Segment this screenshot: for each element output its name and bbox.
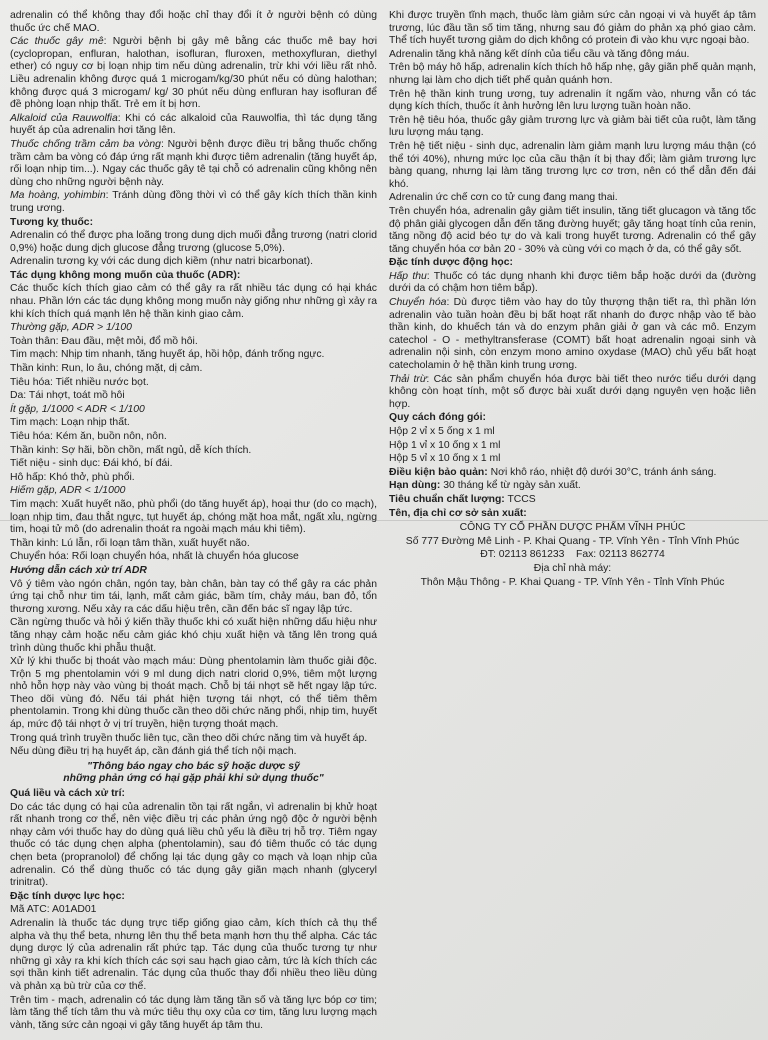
adr-common-item: Tim mạch: Nhịp tim nhanh, tăng huyết áp, hồi hộp, đánh trống ngực. [10,349,325,361]
adr-uncommon-item: Tiêu hóa: Kém ăn, buồn nôn, nôn. [10,431,167,442]
adr-common-heading: Thường gặp, ADR > 1/100 [10,322,132,334]
company-phone: ĐT: 02113 861233 [480,549,565,561]
adr-intro: Các thuốc kích thích giao cảm có thể gây ra rất nhiều tác dụng có hại khác nhau. Phần lớn các tác dụng không mong muốn này giống như những gì xảy ra khi kích thích quá mạnh lên hệ thần kinh giao cảm. [10,283,377,320]
paper-fold-line [0,520,768,521]
pharmacokinetics-heading: Đặc tính dược động học: [389,257,514,269]
paragraph-rauwolfia [10,113,377,138]
paragraph-antidepressant [10,139,377,189]
notice-line-2: những phản ứng có hại gặp phải khi sử dụng thuốc" [63,773,324,785]
adr-heading: Tác dụng không mong muốn của thuốc (ADR): [10,269,241,281]
antidepressant-title: Thuốc chống trầm cảm ba vòng [10,138,161,150]
pharmacodynamics-text: Adrenalin là thuốc tác dụng trực tiếp giống giao cảm, kích thích cả thụ thể alpha và thụ thể beta, nhưng lên thụ thể beta mạnh hơn thụ thể alpha. Các tác dụng dược lý của adrenalin rất phức tạp. Tác dụng của thuốc tương tự như những gì xảy ra khi kích thích các sợi sau hạch giao cảm, tức là kích thích các sợi thần kinh tiết adrenalin. Tác dụng của thuốc thay đổi nhiều theo liều dùng và phản xạ bù trừ của cơ thể. [10,917,377,992]
shelf-life-text: 30 tháng kể từ ngày sản xuất. [440,480,581,492]
adr-guide-text: Trong quá trình truyền thuốc liên tục, cần theo dõi chức năng tim và huyết áp. [10,732,368,744]
adr-rare-heading: Hiếm gặp, ADR < 1/1000 [10,485,126,497]
pd-respiratory-text: Trên bộ máy hô hấp, adrenalin kích thích hô hấp nhẹ, gây giãn phế quản mạnh, nhưng lại làm cho dịch tiết phế quản quánh hơn. [389,62,756,86]
left-column [10,10,377,1040]
pharmacodynamics-heading: Đặc tính dược lực học: [10,890,125,902]
company-fax: Fax: 02113 862774 [575,549,665,561]
incompat-text-1: Adrenalin có thể được pha loãng trong dung dịch muối đẳng trương (natri clorid 0,9%) hoặc dung dịch glucose đẳng trương (glucose 5,0%). [10,230,377,254]
paragraph-maoi: adrenalin có thể không thay đổi hoặc chỉ thay đổi ít ở người bệnh có dùng thuốc ức chế MAO. [10,10,377,34]
adr-uncommon-heading: Ít gặp, 1/1000 < ADR < 1/100 [10,403,145,415]
storage-text: Nơi khô ráo, nhiệt độ dưới 30°C, tránh ánh sáng. [487,466,717,478]
pk-metabolism-text: : Dù được tiêm vào hay do tủy thượng thận tiết ra, thì phần lớn adrenalin vào tuần hoàn đều bị bất hoạt rất nhanh do được nhập vào tế bào thần kinh, do khuếch tán và do enzym phân giải ở gan và các mô. Enzym catechol - O - methyltransferase (COMT) bất hoạt adrenalin ngoại sinh và adrenalin nội sinh, còn enzym mono amino oxydase (MAO) chủ yếu bất hoạt catecholamin ở hệ thần kinh trung ương. [389,297,757,372]
company-contacts [389,549,756,562]
right-column [389,10,756,1040]
paragraph-anesthetics [10,36,377,112]
adr-guide-text: Vô ý tiêm vào ngón chân, ngón tay, bàn chân, bàn tay có thể gây ra các phản ứng tại chỗ như tim tái, lạnh, mất cảm giác, bầm tím, chảy máu, ban đỏ, tổn thương xương. Nếu xảy ra các dấu hiệu trên, cần đến bác sĩ ngay lập tức. [10,578,377,615]
plant-label: Địa chỉ nhà máy: [533,562,612,574]
adr-common-item: Tiêu hóa: Tiết nhiều nước bọt. [10,376,149,388]
pd-cns-text: Trên hệ thần kinh trung ương, tuy adrenalin ít ngấm vào, nhưng vẫn có tác dụng kích thích, thuốc ít ảnh hưởng lên lưu lượng tuần hoàn não. [389,88,756,113]
pk-metabolism-title: Chuyển hóa [389,297,447,309]
adr-guide-heading: Hướng dẫn cách xử trí ADR [10,564,147,576]
adr-guide-text: Cần ngừng thuốc và hỏi ý kiến thầy thuốc khi có xuất hiện những dấu hiệu như tăng nhạy cảm hoặc nếu cảm giác khó chịu xuất hiện và tăng lên trong quá trình dùng thuốc khi phẫu thuật. [10,617,377,654]
packaging-heading: Quy cách đóng gói: [389,412,486,424]
pk-excretion [389,374,756,412]
anesthetics-title: Các thuốc gây mê [10,36,104,48]
notice-line-1: "Thông báo ngay cho bác sỹ hoặc dược sỹ [87,760,300,772]
adr-guide-text: Nếu dùng điều trị hạ huyết áp, cần đánh giá thể tích nội mạch. [10,746,297,758]
manufacturer-block [389,522,756,589]
packaging-item: Hộp 1 vỉ x 10 ống x 1 ml [389,439,501,451]
pk-excretion-title: Thải trừ [389,373,427,385]
mahuang-title: Ma hoàng, yohimbin [10,190,106,202]
antidepressant-text: : Người bệnh được điều trị bằng thuốc chống trầm cảm ba vòng có đáp ứng rất mạnh khi được tiêm adrenalin (tăng huyết áp, rối loạn nhịp tim...). Ngay các thuốc gây tê tại chỗ có adrenalin cũng không nên dùng cho những người bệnh này. [10,138,377,188]
atc-code: Mã ATC: A01AD01 [10,904,97,916]
adr-common-item: Toàn thân: Đau đầu, mệt mỏi, đổ mồ hôi. [10,335,198,347]
pk-absorption-text: : Thuốc có tác dụng nhanh khi được tiêm bắp hoặc dưới da (đường dưới da có chậm hơn tiêm bắp). [389,270,756,295]
adr-uncommon-item: Hô hấp: Khó thở, phù phổi. [10,471,135,483]
adr-common-item: Da: Tái nhợt, toát mồ hôi [10,390,125,402]
adr-notice [10,761,377,786]
pd-digestive-text: Trên hệ tiêu hóa, thuốc gây giảm trương lực và giảm bài tiết của ruột, làm tăng lưu lượng máu tạng. [389,114,756,139]
overdose-text: Do các tác dụng có hại của adrenalin tồn tại rất ngắn, vì adrenalin bị khử hoạt rất nhanh trong cơ thể, nên việc điều trị các phản ứng ngộ độc ở người bệnh nhạy cảm với thuốc hay do dùng quá liều chủ yếu là điều trị hỗ trợ. Tiêm ngay thuốc có tác dụng chẹn alpha (phentolamin), sau đó tiêm thuốc có tác dụng chẹn beta (propranolol) để chống lại tác dụng gây co mạch và loạn nhịp của adrenalin. Có thể dùng thuốc có tác dụng gây giãn mạch nhanh (glyceryl trinitrat). [10,801,377,889]
pk-metabolism [389,297,756,373]
plant-address: Thôn Mậu Thông - P. Khai Quang - TP. Vĩnh Yên - Tỉnh Vĩnh Phúc [420,576,725,588]
two-column-layout [10,10,758,1040]
company-address: Số 777 Đường Mê Linh - P. Khai Quang - TP. Vĩnh Yên - Tỉnh Vĩnh Phúc [405,535,740,547]
paragraph-mahuang [10,190,377,215]
rauwolfia-title: Alkaloid của Rauwolfia [10,112,118,124]
adr-rare-item: Chuyển hóa: Rối loạn chuyển hóa, nhất là chuyển hóa glucose [10,551,299,563]
rauwolfia-text: : Khi có các alkaloid của Rauwolfia, thì tác dụng tăng huyết áp của adrenalin hơi tăng lên. [10,112,378,137]
pd-metabolism-text: Trên chuyển hóa, adrenalin gây giảm tiết insulin, tăng tiết glucagon và tăng tốc độ phân giải glycogen dẫn đến tăng đường huyết; gây tăng hoạt tính của renin, tăng nồng độ acid béo tự do và kali trong huyết tương. Adrenalin có thể gây tăng chuyển hóa cơ bản 20 - 30% và cùng với co mạch ở da, có thể gây sốt. [389,205,756,255]
pd-urinary-text: Trên hệ tiết niệu - sinh dục, adrenalin làm giảm mạnh lưu lượng máu thận (có thể tới 40%), nhưng mức lọc của cầu thận ít bị thay đổi; làm giảm trương lực bàng quang, nhưng lại làm tăng trương lực cơ trơn, nên có thể dẫn đến đái khó. [389,140,756,190]
adr-common-item: Thần kinh: Run, lo âu, chóng mặt, dị cảm. [10,363,203,375]
pd-platelet-text: Adrenalin tăng khả năng kết dính của tiểu cầu và tăng đông máu. [389,48,690,60]
pk-absorption [389,271,756,296]
anesthetics-text: : Người bệnh bị gây mê bằng các thuốc mê bay hơi (cyclopropan, enfluran, halothan, isofluran, fluroxen, methoxyfluran, diethyl ether) có nguy cơ bị loạn nhịp tim nếu dùng adrenalin, trừ khi với liều rất nhỏ. Liều adrenalin không được quá 1 microgam/kg/30 phút nếu có dùng halothan; không được quá 3 microgam/ kg/ 30 phút nếu dùng enfluran hay isofluran để đề phòng loạn nhịp thất. Trẻ em ít bị hơn. [10,36,378,111]
mahuang-text: : Tránh dùng đồng thời vì có thể gây kích thích thần kinh trung ương. [10,190,377,214]
standard-title: Tiêu chuẩn chất lượng: [389,493,505,505]
incompat-text-2: Adrenalin tương kỵ với các dung dịch kiềm (như natri bicarbonat). [10,256,314,268]
pd-infusion-text: Khi được truyền tĩnh mạch, thuốc làm giảm sức cản ngoại vi và huyết áp tâm trương, lúc đầu tần số tim tăng, nhưng sau đó giảm do phản xạ phó giao cảm. Thể tích huyết tương giảm do dịch không có protein đi vào khu vực ngoại bào. [389,10,756,47]
shelf-life-title: Hạn dùng: [389,480,441,492]
storage-title: Điều kiện bảo quản: [389,466,488,478]
incompat-heading: Tương kỵ thuốc: [10,216,94,228]
pd-uterus-text: Adrenalin ức chế cơn co tử cung đang mang thai. [389,192,618,204]
adr-uncommon-item: Tim mạch: Loạn nhịp thất. [10,417,130,429]
pharmacodynamics-text: Trên tim - mạch, adrenalin có tác dụng làm tăng tần số và tăng lực bóp cơ tim; làm tăng thể tích tâm thu và mức tiêu thụ oxy của cơ tim, tăng lưu lượng mạch vành, tăng sức cản ngoại vi gây tăng huyết áp tâm thu. [10,994,377,1031]
overdose-heading: Quá liều và cách xử trí: [10,788,125,800]
standard-line [389,494,756,507]
adr-guide-text: Xử lý khi thuốc bị thoát vào mạch máu: Dùng phentolamin làm thuốc giải độc. Trộn 5 mg phentolamin với 9 ml dung dịch natri clorid 0,9%, tiêm một lượng nhỏ hỗn hợp này vào vùng bị thoát mạch. Chỗ bị tái nhợt sẽ hết ngay lập tức. Theo dõi vùng đó. Nếu tái phát hiện tượng tái nhợt, có thể tiêm thêm phentolamin. Trong khi dùng thuốc cần theo dõi chức năng phổi, nhịp tim, huyết áp, mức độ tái nhợt ở vị trí truyền, hiện tượng thoát mạch. [10,656,377,731]
adr-rare-item: Tim mạch: Xuất huyết não, phù phổi (do tăng huyết áp), hoại thư (do co mạch), loạn nhịp tim, đau thắt ngực, tụt huyết áp, chóng mặt hoa mắt, ngất xỉu, ngừng tim, hoại tử mô (do adrenalin thoát ra ngoài mạch máu khi tiêm). [10,498,377,536]
shelf-life-line [389,480,756,493]
adr-uncommon-item: Thần kinh: Sợ hãi, bồn chồn, mất ngủ, dễ kích thích. [10,444,252,456]
packaging-item: Hộp 2 vỉ x 5 ống x 1 ml [389,426,495,437]
pk-excretion-text: : Các sản phẩm chuyển hóa được bài tiết theo nước tiểu dưới dạng không còn hoạt tính, một số được bài xuất dưới dạng nguyên vẹn hoặc liên hợp. [389,373,756,410]
storage-line [389,467,756,480]
pk-absorption-title: Hấp thu [389,270,427,282]
packaging-item: Hộp 5 vỉ x 10 ống x 1 ml [389,453,501,465]
manufacturer-heading: Tên, địa chỉ cơ sở sản xuất: [389,507,527,519]
adr-uncommon-item: Tiết niệu - sinh dục: Đái khó, bí đái. [10,458,173,470]
standard-text: TCCS [504,493,536,505]
company-name: CÔNG TY CỔ PHẦN DƯỢC PHẨM VĨNH PHÚC [459,522,686,534]
adr-rare-item: Thần kinh: Lú lẫn, rối loạn tâm thần, xuất huyết não. [10,537,250,549]
